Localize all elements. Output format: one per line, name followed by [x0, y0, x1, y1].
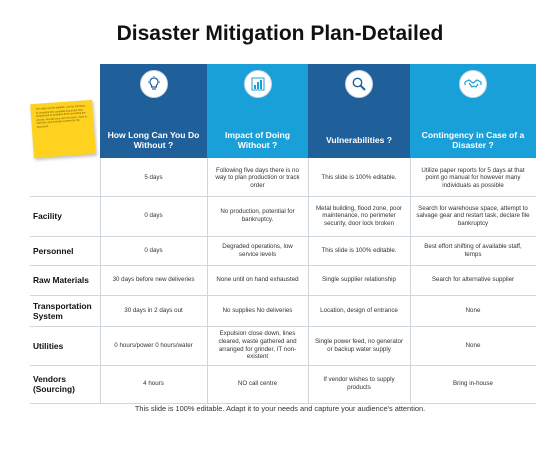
- page-title: Disaster Mitigation Plan-Detailed: [116, 22, 444, 45]
- table-cell: This slide is 100% editable.: [321, 246, 397, 254]
- row-label: Raw Materials: [33, 275, 89, 285]
- column-header-3: Vulnerabilities ?: [308, 122, 410, 158]
- table-cell: Single power feed, no generator or backup water supply: [314, 337, 404, 353]
- column-divider: [100, 158, 101, 403]
- table-cell: 0 days: [144, 212, 163, 220]
- table-cell: No supplies No deliveries: [222, 306, 293, 314]
- table-cell: Single supplier relationship: [322, 276, 396, 284]
- row-label: [30, 160, 100, 196]
- table-cell: 30 days before new deliveries: [112, 276, 195, 284]
- table-cell: If vendor wishes to supply products: [323, 376, 395, 391]
- bar-chart-icon: [244, 70, 272, 98]
- footer-note: This slide is 100% editable. Adapt it to your needs and capture your audience's attention.: [134, 404, 426, 413]
- column-divider: [410, 158, 411, 403]
- column-divider: [308, 158, 309, 403]
- column-header-4: Contingency in Case of a Disaster ?: [410, 122, 536, 158]
- table-cell: Location, design of entrance: [320, 306, 398, 314]
- table-cell: Expulsion close down, lines cleared, waste gathered and arranged for grinder, IT non-existent: [218, 330, 297, 361]
- table-cell: Search for warehouse space, attempt to salvage gear and restart task, declare file bankruptcy: [416, 204, 530, 227]
- table-cell: This slide is 100% editable.: [321, 174, 397, 182]
- table-cell: Metal building, flood zone, poor maintenance, no perimeter security, door lock broken: [316, 204, 402, 227]
- table-cell: 0 hours/power 0 hours/water: [114, 341, 193, 349]
- table-cell: Best effort shifting of available staff, temps: [424, 242, 522, 258]
- table-cell: 5 days: [144, 174, 163, 182]
- table-cell: None until on hand exhausted: [216, 276, 299, 284]
- table-cell: Degraded operations, low service levels: [222, 242, 293, 258]
- handshake-icon: [459, 70, 487, 98]
- table-cell: 4 hours: [143, 380, 164, 388]
- sticky-note-text: This slide can be editable. use for company to complete this complete document from perspective to available fill for providing the service. but add your own text here. more to add here also includes content for the document.: [35, 104, 87, 129]
- row-label: Facility: [33, 211, 62, 221]
- table-cell: None: [465, 306, 481, 314]
- lightbulb-icon: [140, 70, 168, 98]
- row-label: Personnel: [33, 245, 74, 256]
- magnifier-icon: [345, 70, 373, 98]
- column-header-1: How Long Can You Do Without ?: [100, 122, 207, 158]
- table-cell: NO call centre: [237, 380, 278, 388]
- column-divider: [207, 158, 208, 403]
- table-cell: Bring in-house: [453, 380, 493, 388]
- row-label: Vendors (Sourcing): [33, 374, 75, 394]
- table-cell: None: [465, 341, 481, 349]
- table-cell: 30 days in 2 days out: [124, 306, 183, 314]
- table-cell: Following five days there is no way to plan production or track order: [215, 166, 300, 189]
- table-cell: Search for alternative supplier: [431, 276, 515, 284]
- column-header-2: Impact of Doing Without ?: [207, 122, 308, 158]
- table-cell: 0 days: [144, 246, 163, 254]
- table-cell: No production, potential for bankruptcy.: [220, 208, 295, 223]
- row-label: Transportation System: [33, 300, 92, 321]
- row-label: Utilities: [33, 340, 64, 351]
- table-cell: Utilize paper reports for 5 days at that point go manual for however many individuals as possible: [421, 166, 525, 189]
